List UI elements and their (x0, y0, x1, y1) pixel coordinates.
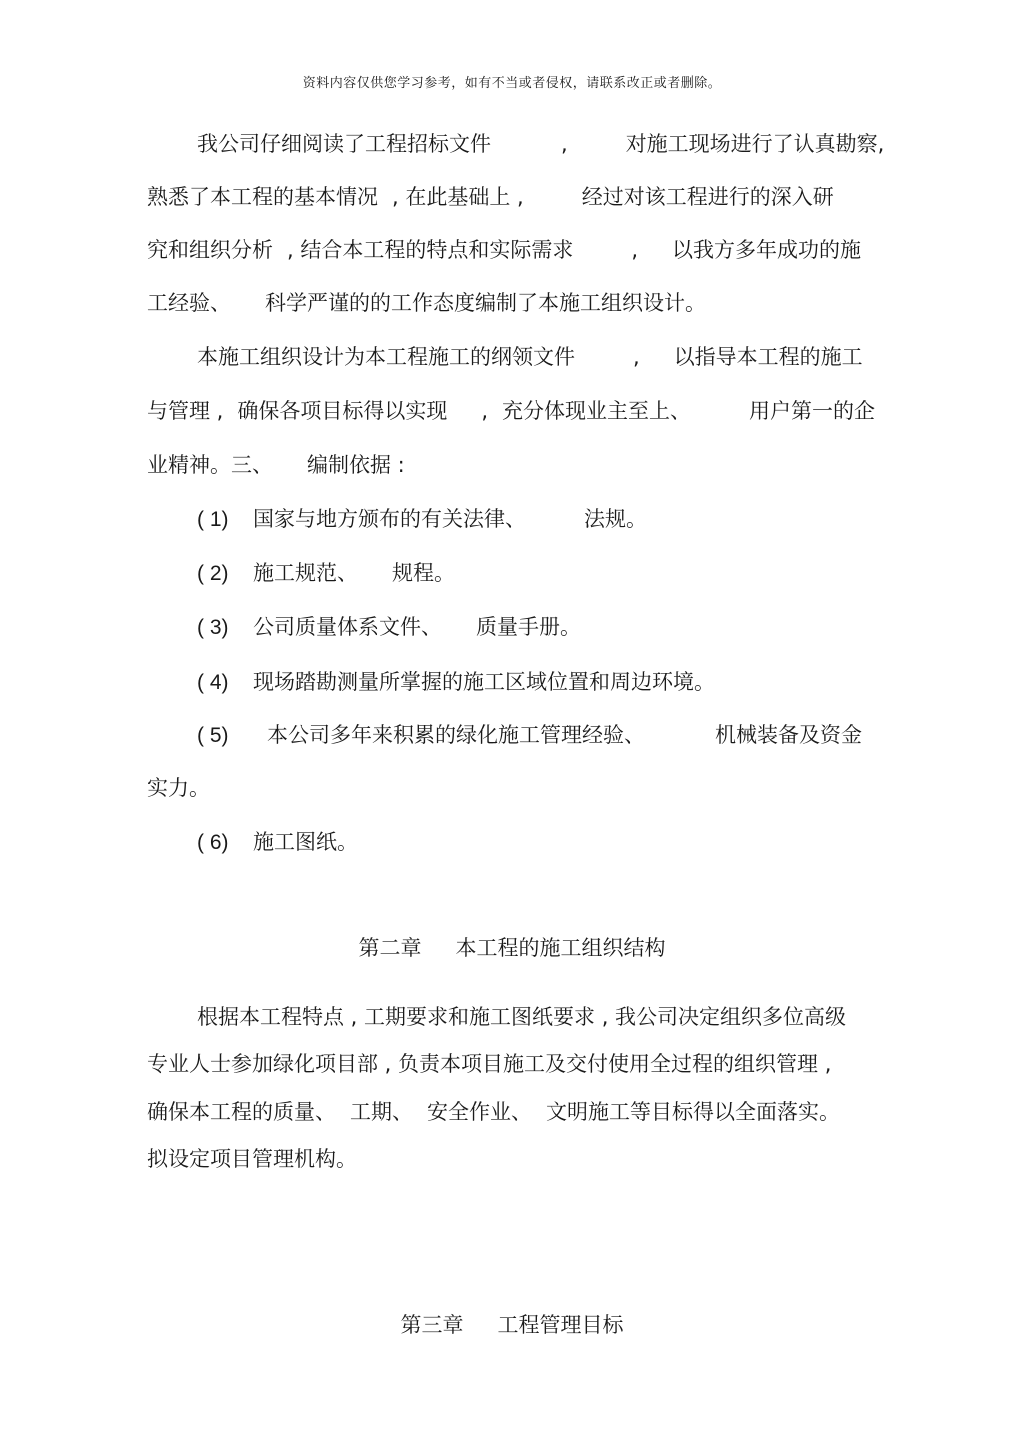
basis-item-1 (147, 504, 957, 535)
chapter-title: 本工程的施工组织结构 (455, 936, 666, 960)
text-run: , (633, 345, 640, 369)
text-run: , (631, 238, 639, 262)
text-run: 拟设定项目管理机构。 (147, 1147, 357, 1171)
item-number: ( 3) (197, 616, 229, 639)
basis-item-4 (147, 667, 957, 698)
chapter-2-line-1 (147, 1002, 957, 1032)
intro-line-6 (147, 396, 907, 426)
intro-line-3 (147, 235, 907, 265)
text-run: 施工规范、 (253, 561, 358, 585)
text-run: 以我方多年成功的施 (672, 238, 862, 262)
text-run: 业精神。三、 (147, 453, 273, 477)
text-run: , 结合本工程的特点和实际需求 (287, 238, 574, 262)
chapter-2-line-3 (147, 1097, 907, 1127)
chapter-label: 第三章 (400, 1313, 464, 1337)
text-run: 工期、 (350, 1100, 413, 1124)
text-run: 以指导本工程的施工 (673, 345, 863, 369)
intro-line-2 (147, 182, 907, 212)
text-run: 施工图纸。 (253, 830, 358, 854)
text-run: 充分体现业主至上、 (502, 399, 692, 423)
text-run: 确保各项目标得以实现 (237, 399, 448, 423)
chapter-3-heading (0, 1310, 1024, 1340)
item-number: ( 6) (197, 831, 229, 854)
basis-item-5 (147, 720, 957, 751)
copyright-note: 资料内容仅供您学习参考，如有不当或者侵权，请联系改正或者删除。 (302, 76, 722, 91)
chapter-2-line-4 (147, 1144, 907, 1174)
item-number: ( 1) (197, 508, 229, 531)
text-run: 确保本工程的质量、 (147, 1100, 336, 1124)
chapter-2-line-2 (147, 1049, 907, 1079)
text-run: 现场踏勘测量所掌握的施工区域位置和周边环境。 (253, 670, 715, 694)
text-run: 用户第一的企 (749, 399, 876, 423)
basis-item-6 (147, 827, 957, 858)
text-run: 法规。 (584, 507, 647, 531)
chapter-label: 第二章 (358, 936, 422, 960)
text-run: 根据本工程特点 , 工期要求和施工图纸要求 , 我公司决定组织多位高级 (197, 1005, 847, 1029)
chapter-title: 工程管理目标 (497, 1313, 624, 1337)
text-run: 编制依据 : (307, 453, 405, 477)
basis-item-5-continuation (147, 773, 907, 803)
text-run: 国家与地方颁布的有关法律、 (253, 507, 526, 531)
text-run: , (481, 399, 489, 423)
text-run: 对施工现场进行了认真勘察, (625, 132, 885, 156)
intro-line-1 (147, 129, 957, 159)
text-run: , (561, 132, 568, 156)
item-number: ( 5) (197, 724, 229, 747)
text-run: 经过对该工程进行的深入研 (581, 185, 834, 209)
intro-line-5 (147, 342, 957, 372)
chapter-2-heading (0, 933, 1024, 963)
text-run: 究和组织分析 (147, 238, 273, 262)
text-run: 文明施工等目标得以全面落实。 (546, 1100, 840, 1124)
basis-item-2 (147, 558, 957, 589)
intro-line-4 (147, 288, 907, 318)
text-run: 工经验、 (147, 291, 231, 315)
item-number: ( 4) (197, 671, 229, 694)
text-run: 质量手册。 (476, 615, 581, 639)
item-number: ( 2) (197, 562, 229, 585)
text-run: 实力。 (147, 776, 210, 800)
text-run: , 在此基础上 , (392, 185, 524, 209)
intro-line-7 (147, 450, 907, 480)
text-run: 机械装备及资金 (715, 723, 862, 747)
text-run: 科学严谨的的工作态度编制了本施工组织设计。 (265, 291, 706, 315)
basis-item-3 (147, 612, 957, 643)
text-run: 本施工组织设计为本工程施工的纲领文件 (197, 345, 575, 369)
text-run: 我公司仔细阅读了工程招标文件 (197, 132, 491, 156)
text-run: 本公司多年来积累的绿化施工管理经验、 (267, 723, 645, 747)
text-run: 与管理 , (147, 399, 224, 423)
text-run: 熟悉了本工程的基本情况 (147, 185, 378, 209)
text-run: 公司质量体系文件、 (253, 615, 442, 639)
text-run: 规程。 (392, 561, 455, 585)
text-run: 安全作业、 (427, 1100, 532, 1124)
text-run: 专业人士参加绿化项目部 , 负责本项目施工及交付使用全过程的组织管理 , (147, 1052, 832, 1076)
